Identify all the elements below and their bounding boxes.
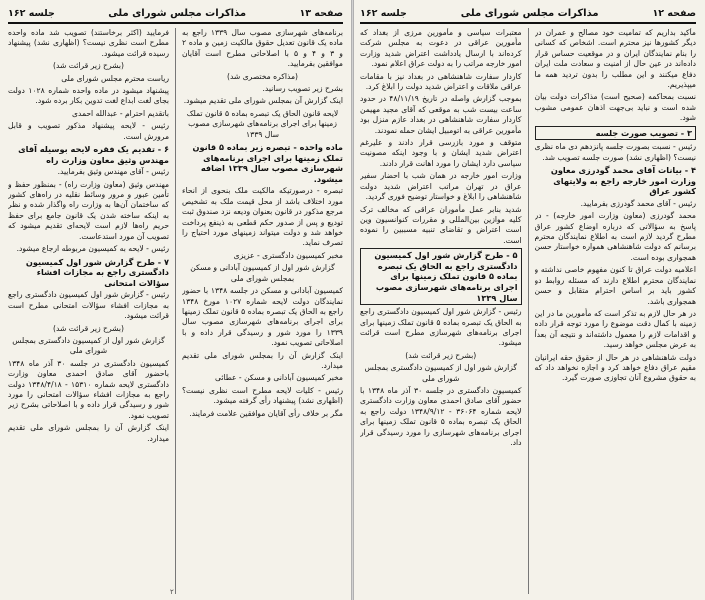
paragraph: محمد گودرزی (معاون وزارت امور خارجه) - در پاسخ به سؤالاتی که درباره اوضاع کشور عراق مطرح گردید لازم است به اطلاع نمایندگان محترم برسانم که دولت شاهنشاهی همواره خواستار حسن همجواری بوده است. — [534, 211, 696, 262]
paragraph: مهندس وثیق (معاون وزارت راه) - بمنظور حفظ و تأمین عبور و مرور وسائط نقلیه در راه‌های کشور که ساختمان آن‌ها به وزارت راه واگذار شده و نظر به اینکه ساخته شدن یک قانون جامع برای حفظ حریم راه‌ها لازم است لایحه‌ای تقدیم میشود که تصویب آن مورد استدعاست. — [8, 179, 170, 241]
paragraph: رئیس - لایحه پیشنهاد مذکور تصویب و قابل مرورش است. — [8, 121, 170, 141]
section-heading: ۴ - بیانات آقای محمد گودرزی معاون وزارت امور خارجه راجع به ولایتهای کشور عراق — [550, 165, 696, 197]
paragraph: اینک گزارش آن بمجلس شورای ملی تقدیم میشود. — [183, 96, 343, 106]
paragraph: بشرح زیر تصویب رسانید. — [262, 84, 343, 94]
centered-caption: لایحه قانون الحاق یک تبصره بماده ۵ قانون تملک زمینها برای اجرای برنامه‌های شهرسازی مصوب سال ۱۳۳۹ — [186, 108, 339, 139]
column-right — [535, 28, 697, 594]
paragraph: کمیسیون دادگستری در جلسه ۳۰ آذر ماه ۱۳۴۸ با حضور آقای صادق احمدی معاون وزارت دادگستری لایحه شماره ۳۶۰۶۴ - ۱۳۴۸/۹/۱۲ دولت راجع به الحاق یک تبصره بماده ۵ قانون تملک زمینها برای اجرای برنامه‌های شهرسازی را مورد رسیدگی قرار داد. — [360, 385, 522, 447]
paragraph: کمیسیون آبادانی و مسکن در جلسه ۱۳۴۸ با حضور نمایندگان دولت لایحه شماره ۱۰۲۷ مورخ ۱۳۴۸ راجع به الحاق یک تبصره بماده ۵ قانون تملک زمینها برای اجرای برنامه‌های شهرسازی مصوب سال ۱۳۳۹ را مورد شور و رسیدگی قرار داده و با اصلاحاتی تصویب نمود. — [182, 286, 343, 348]
page-number: صفحه ۱۲ — [652, 7, 696, 19]
paragraph: رئیس - لایحه به کمیسیون مربوطه ارجاع میشود. — [16, 244, 170, 254]
page-title: مذاکرات مجلس شورای ملی — [460, 7, 599, 19]
column-left — [360, 28, 522, 594]
page-title: مذاکرات مجلس شورای ملی — [108, 7, 247, 19]
paragraph: فرمایید (اکثر برخاستند) تصویب شد ماده واحده مطرح است نظری نیست؟ (اظهاری نشد) پیشنهاد رسیده قرائت میشود. — [8, 28, 170, 58]
paragraph: متوقف و مورد بازرسی قرار دادند و علیرغم اعتراض شدید ایشان و با وجود اینکه مصونیت سیاسی دارد ایشان را مورد اهانت قرار دادند. — [360, 138, 522, 168]
paragraph: رئیس - آقای مهندس وثیق بفرمایید. — [57, 167, 170, 177]
paragraph: دولت شاهنشاهی در هر حال از حقوق حقه ایرانیان مقیم عراق دفاع خواهد کرد و اجازه نخواهد داد که به حقوق مشروع آنان تجاوزی صورت گیرد. — [534, 352, 696, 383]
section-heading: ماده واحده - تبصره زیر بماده ۵ قانون تملک زمینها برای اجرای برنامه‌های شهرسازی مصوب سال ۱۳۳۹ اضافه میشود. — [192, 142, 343, 184]
paragraph: معتبرات سیاسی و مأمورین مرزی از بغداد که مأمورین عراقی در دعوت به مجلس شرکت کرده‌اند با ارسال یادداشت اعتراض شدید وزارت امور خارجه مراتب را به دولت عراق اعلام نمود. — [360, 28, 522, 69]
centered-caption: (بشرح زیر قرائت شد) — [53, 61, 124, 71]
column-left — [8, 28, 169, 594]
column-divider — [175, 28, 176, 594]
header-rule — [360, 22, 696, 24]
columns — [360, 28, 696, 594]
page-header — [360, 6, 696, 20]
column-divider — [528, 28, 529, 594]
paragraph: رئیس - گزارش شور اول کمیسیون دادگستری راجع به مجازات افشاء سؤالات امتحانی مطرح است قرائت میشود. — [8, 290, 170, 321]
paragraph: مخبر کمیسیون آبادانی و مسکن - عطائی — [214, 373, 343, 383]
page-header — [8, 6, 343, 20]
paragraph: اعلامیه دولت عراق تا کنون مفهوم خاصی نداشته و نمایندگان محترم اطلاع دارند که مسئله روابط دو کشور باید بر اساس احترام متقابل و حسن همجواری باشد. — [534, 265, 696, 306]
paragraph: اینک گزارش آن را بمجلس شورای ملی تقدیم میدارد. — [8, 423, 170, 443]
paragraph: رئیس - کلیات لایحه مطرح است نظری نیست؟ (اظهاری نشد) پیشنهاد رأی گرفته میشود. — [182, 385, 343, 406]
centered-caption: گزارش شور اول از کمیسیون آبادانی و مسکن بمجلس شورای ملی — [190, 263, 335, 283]
centered-caption: (بشرح زیر قرائت شد) — [53, 323, 124, 333]
columns — [8, 28, 343, 594]
paragraph: بموجب گزارش واصله در تاریخ ۴۸/۱۱/۱۹ در حدود ساعت بیست شب به موقعی که آقای مجید مهیمن کاردار سفارت شاهنشاهی در بغداد عازم منزل بود مأمورین عراقی به اتومبیل ایشان حمله نمودند. — [360, 94, 522, 135]
boxed-heading: ۵ - طرح گزارش شور اول کمیسیون دادگستری راجع به الحاق یک تبصره بماده ۵ قانون تملک زمینها برای اجرای برنامه‌های شهرسازی مصوب سال ۱۳۳۹ — [360, 248, 522, 305]
paragraph: رئیس - نسبت بصورت جلسه پانزدهم دی ماه نظری نیست؟ (اظهاری نشد) صورت جلسه تصویب شد. — [534, 142, 696, 162]
centered-caption: گزارش شور اول از کمیسیون دادگستری بمجلس شورای ملی — [12, 335, 165, 356]
paragraph: برنامه‌های شهرسازی مصوب سال ۱۳۳۹ راجع به ماده یک قانون تعدیل حقوق مالکیت زمین و ماده ۲ و ۳ و ۴ و ۵ با اصلاحاتی مطرح است آقایان موافقین بفرمایید. — [182, 28, 343, 69]
page-footer: ۲ — [170, 588, 174, 596]
centered-caption: (مذاکره مختصری شد) — [226, 71, 299, 81]
paragraph: شدید بنابر عمل مأموران عراقی که مخالف ترک کلیه موازین بین‌المللی و مقررات کنوانسیون وین است اعتراض و تقاضای تنبیه مسببین را نموده است. — [360, 204, 522, 245]
page-number: صفحه ۱۳ — [299, 7, 343, 19]
paragraph: کمیسیون دادگستری در جلسه ۳۰ آذر ماه ۱۳۴۸ باحضور آقای صادق احمدی معاون وزارت دادگستری لایحه شماره ۱۵۳۱۰ - ۱۳۴۸/۴/۱۸ دولت راجع به مجازات افشاء سؤالات امتحانی را مورد شور و رسیدگی قرار داده و با اصلاحاتی بشرح زیر تصویب نمود. — [8, 358, 170, 420]
centered-caption: (بشرح زیر قرائت شد) — [405, 350, 477, 360]
section-heading: ۷ - طرح گزارش شور اول کمیسیون دادگستری راجع به مجازات افشاء سؤالات امتحانی — [25, 256, 170, 288]
paragraph: ریاست محترم مجلس شورای ملی — [61, 73, 170, 83]
binding-gutter — [351, 0, 354, 600]
session-number: جلسه ۱۶۲ — [360, 7, 407, 19]
paragraph: نسبت بمحاکمه (صحیح است) مذاکرات دولت بیان شده است و نباید بی‌جهت اذهان عمومی مشوب شود. — [534, 92, 696, 123]
header-rule — [8, 22, 343, 24]
paragraph: وزارت امور خارجه در همان شب با احضار سفیر عراق در تهران مراتب اعتراض شدید دولت شاهنشاهی را ابلاغ و خواستار توضیح فوری گردید. — [360, 171, 522, 202]
session-number: جلسه ۱۶۲ — [8, 7, 55, 19]
right-page — [352, 0, 704, 600]
column-right — [182, 28, 343, 594]
paragraph: در هر حال لازم به تذکر است که مأمورین ما در این زمینه با کمال دقت موضوع را مورد توجه قرار داده و اقدامات لازم را معمول داشته‌اند و نتیجه آن بعداً به عرض مجلس خواهد رسید. — [534, 308, 696, 350]
section-heading: ۶ - تقدیم یک فقره لایحه بوسیله آقای مهندس وثیق معاون وزارت راه — [18, 144, 170, 165]
paragraph: اینک گزارش آن را بمجلس شورای ملی تقدیم میدارد. — [182, 350, 343, 370]
paragraph: رئیس - آقای محمد گودرزی بفرمایید. — [580, 198, 696, 208]
paragraph: مگر بر خلاف رأی آقایان موافقین علامت فرمایند. — [189, 408, 343, 418]
centered-caption: گزارش شور اول از کمیسیون دادگستری بمجلس شورای ملی — [364, 363, 518, 383]
paragraph: پیشنهاد میشود در ماده واحده شماره ۱۰۲۸ دولت بجای لغت ابداع لغت تدوین بکار برده شود. — [8, 86, 170, 106]
paragraph: باتقدیم احترام - عبدالله احمدی — [72, 108, 170, 118]
boxed-heading: ۳ - تصویب صورت جلسه — [535, 126, 697, 141]
paragraph: مأکید بداریم که تمامیت خود مصالح و عمران در دیگر کشورها نیز محترم است. اشخاص که کسانی را بنام نمایندگان ایران و در موقعیت حساس قرار داده‌اند در عین حال از امنیت و سعادت ملت ایران دفاع میکنند و این مطلب را بدون تردید همه ما میپذیریم. — [534, 28, 696, 90]
paragraph: تبصره - درصورتیکه مالکیت ملک بنحوی از انحاء مورد اختلاف باشد از محل قیمت ملک به تشخیص مرجع مذکور در قانون بعنوان ودیعه نزد صندوق ثبت تودیع و پس از صدور حکم قطعی به ذینفع پرداخت خواهد شد و دولت میتواند زمینهای مورد احتیاج را تصرف نماید. — [182, 186, 343, 248]
left-page — [0, 0, 352, 600]
paragraph: رئیس - گزارش شور اول کمیسیون دادگستری راجع به الحاق یک تبصره بماده ۵ قانون تملک زمینها برای اجرای برنامه‌های شهرسازی مطرح است قرائت میشود. — [360, 307, 522, 348]
paragraph: مخبر کمیسیون دادگستری - عزیزی — [233, 250, 343, 260]
paragraph: کاردار سفارت شاهنشاهی در بغداد نیز با مقامات عراقی ملاقات و اعتراض شدید دولت را ابلاغ کرد. — [360, 71, 522, 92]
